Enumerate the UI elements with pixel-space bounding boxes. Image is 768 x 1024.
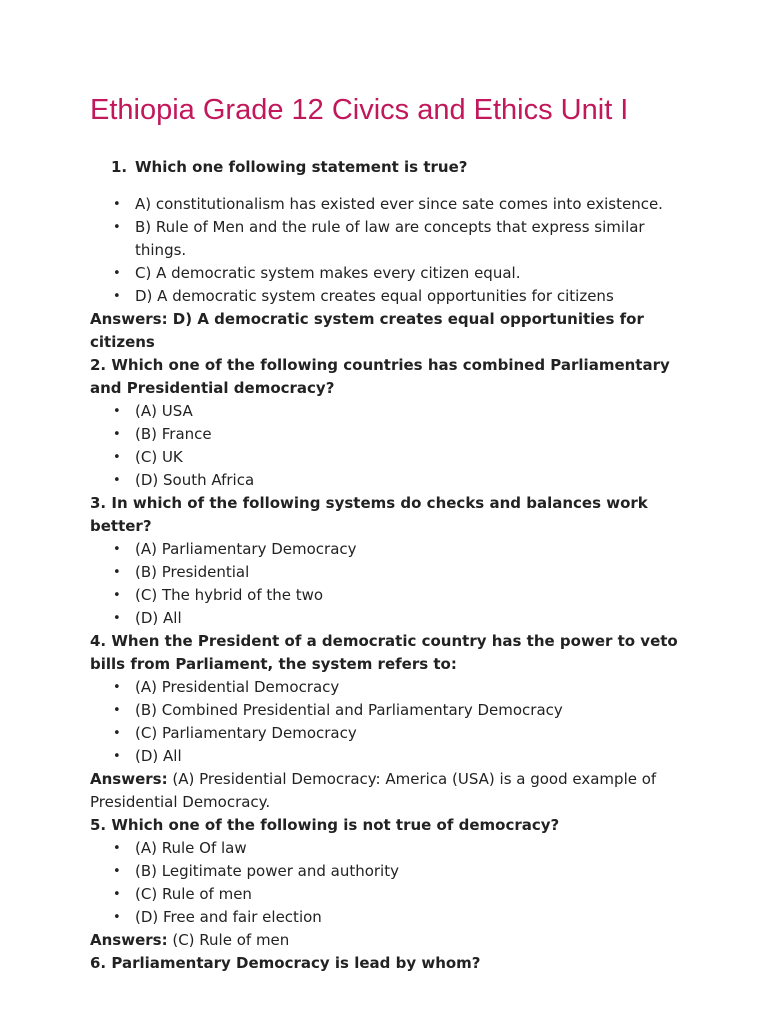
question-4-answer-label: Answers: xyxy=(90,770,168,788)
question-2-option-d: • (D) South Africa xyxy=(90,469,690,492)
question-5-text: 5. Which one of the following is not true of democracy? xyxy=(90,816,560,834)
question-5-options xyxy=(90,837,690,929)
document-title: Ethiopia Grade 12 Civics and Ethics Unit I xyxy=(90,94,629,126)
question-4-option-d: • (D) All xyxy=(90,745,690,768)
question-2-option-a: • (A) USA xyxy=(90,400,690,423)
document-page xyxy=(90,88,690,975)
question-1-option-a: • A) constitutionalism has existed ever since sate comes into existence. xyxy=(90,193,690,216)
question-1-options xyxy=(90,193,690,308)
question-1 xyxy=(90,156,690,179)
question-4-option-c: • (C) Parliamentary Democracy xyxy=(90,722,690,745)
question-1-answer: Answers: D) A democratic system creates equal opportunities for citizens xyxy=(90,310,644,351)
question-5-answer-label: Answers: xyxy=(90,931,168,949)
question-4-answer xyxy=(90,768,690,814)
question-3-options xyxy=(90,538,690,630)
question-4-options xyxy=(90,676,690,768)
question-5-answer xyxy=(90,929,690,952)
question-2-text: 2. Which one of the following countries has combined Parliamentary and Presidential democracy? xyxy=(90,356,670,397)
question-4-answer-text: (A) Presidential Democracy: America (USA) is a good example of Presidential Democracy. xyxy=(90,770,657,811)
question-6-text: 6. Parliamentary Democracy is lead by whom? xyxy=(90,954,481,972)
question-4-option-b: • (B) Combined Presidential and Parliamentary Democracy xyxy=(90,699,690,722)
question-3-option-c: • (C) The hybrid of the two xyxy=(90,584,690,607)
question-5-option-d: • (D) Free and fair election xyxy=(90,906,690,929)
question-5-option-c: • (C) Rule of men xyxy=(90,883,690,906)
question-5-option-a: • (A) Rule Of law xyxy=(90,837,690,860)
question-2-option-c: • (C) UK xyxy=(90,446,690,469)
question-4-text: 4. When the President of a democratic country has the power to veto bills from Parliament, the system refers to: xyxy=(90,632,678,673)
question-2-option-b: • (B) France xyxy=(90,423,690,446)
question-3-text: 3. In which of the following systems do checks and balances work better? xyxy=(90,494,648,535)
question-3-option-b: • (B) Presidential xyxy=(90,561,690,584)
question-5-option-b: • (B) Legitimate power and authority xyxy=(90,860,690,883)
question-1-text: Which one following statement is true? xyxy=(135,158,468,176)
question-4-option-a: • (A) Presidential Democracy xyxy=(90,676,690,699)
question-1-option-c: • C) A democratic system makes every citizen equal. xyxy=(90,262,690,285)
question-5-answer-text: (C) Rule of men xyxy=(167,931,290,949)
question-3-option-d: • (D) All xyxy=(90,607,690,630)
question-2-options xyxy=(90,400,690,492)
question-1-option-b: • B) Rule of Men and the rule of law are concepts that express similar things. xyxy=(90,216,690,262)
question-1-number: 1. xyxy=(111,158,128,176)
question-3-option-a: • (A) Parliamentary Democracy xyxy=(90,538,690,561)
question-1-option-d: • D) A democratic system creates equal opportunities for citizens xyxy=(90,285,690,308)
